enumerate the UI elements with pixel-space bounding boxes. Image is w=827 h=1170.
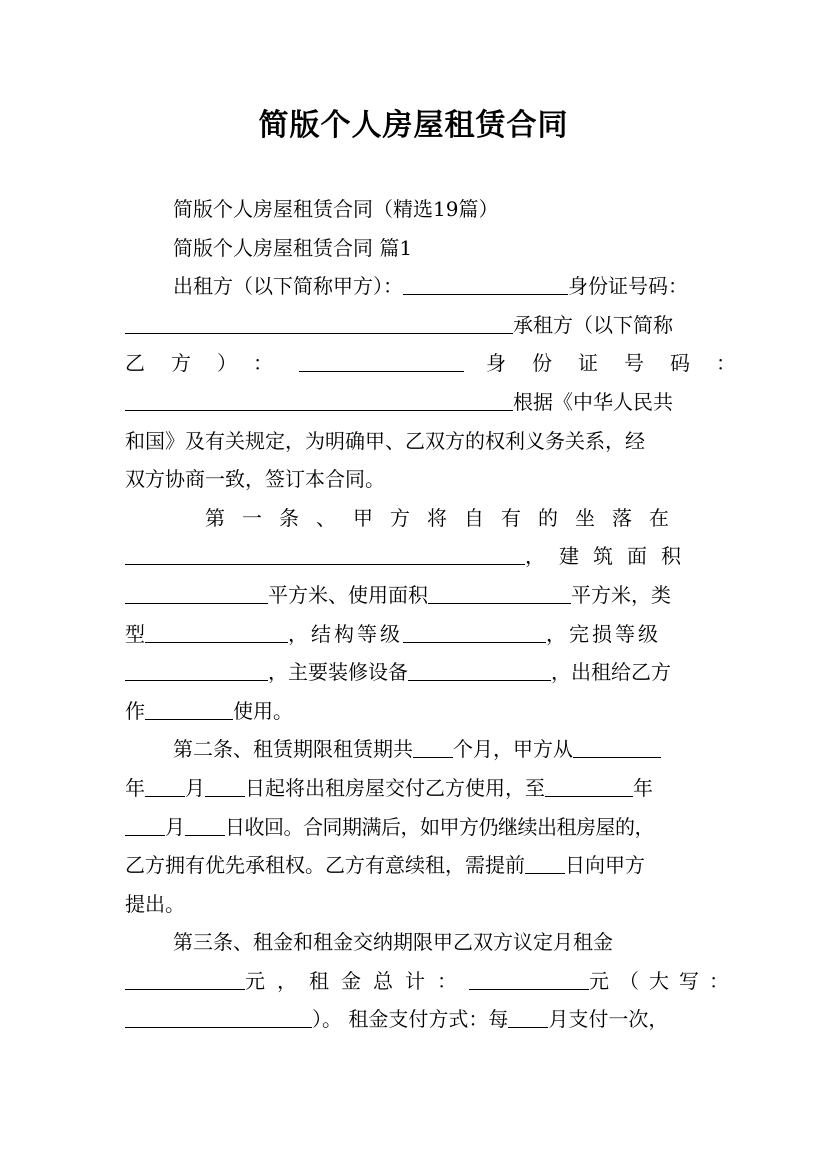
fill-blank (125, 813, 165, 836)
text-span: 身份证号码： (486, 351, 762, 376)
fill-blank (205, 774, 245, 797)
text-span: 月 (185, 775, 205, 800)
fill-blank (125, 1005, 312, 1028)
paragraph-line (125, 383, 703, 422)
fill-blank (469, 967, 589, 990)
text-span: 个月，甲方从 (453, 737, 573, 762)
paragraph-line (125, 769, 703, 808)
paragraph-line (125, 537, 703, 576)
text-span: ，主要装修设备 (268, 660, 408, 685)
text-span: 第二条、租赁期限租赁期共 (173, 737, 413, 762)
text-span: ）。 租金支付方式：每 (312, 1007, 509, 1032)
fill-blank (428, 581, 571, 604)
paragraph-line (125, 576, 703, 615)
text-span: 月支付一次， (548, 1007, 669, 1032)
text-span: 出租方（以下简称甲方）： (173, 274, 403, 299)
text-span: 简版个人房屋租赁合同（精选19篇） (173, 197, 499, 221)
fill-blank (125, 581, 268, 604)
fill-blank (408, 658, 551, 681)
text-span: 月 (165, 814, 185, 839)
paragraph-line (125, 730, 703, 769)
fill-blank (299, 349, 464, 372)
fill-blank (403, 620, 546, 643)
text-span: 平方米、使用面积 (268, 582, 428, 607)
paragraph-line (125, 808, 703, 847)
text-span: 日起将出租房屋交付乙方使用，至 (245, 775, 545, 800)
fill-blank (125, 388, 513, 411)
paragraph-line (125, 692, 703, 731)
paragraph-line (125, 962, 739, 1001)
fill-blank (185, 813, 225, 836)
fill-blank (403, 272, 568, 295)
fill-blank (508, 1005, 548, 1028)
text-span: 乙方）： (125, 351, 299, 376)
paragraph-line (125, 229, 703, 268)
text-span: 根据《中华人民共 (513, 389, 673, 414)
text-span: 型 (125, 621, 145, 646)
text-span: 提出。 (125, 891, 185, 916)
text-span: 年 (633, 775, 653, 800)
paragraph-line (125, 306, 703, 345)
fill-blank (125, 311, 513, 334)
text-span: 平方米，类 (571, 582, 671, 607)
fill-blank (125, 658, 268, 681)
text-span: 双方协商一致，签订本合同。 (125, 467, 385, 492)
fill-blank (145, 620, 288, 643)
paragraph-line (125, 267, 703, 306)
fill-blank (573, 735, 661, 758)
fill-blank (145, 774, 185, 797)
paragraph-line (125, 615, 703, 654)
paragraph-line (125, 923, 703, 962)
text-span: ，结构等级 (288, 621, 403, 646)
paragraph-line (125, 1000, 703, 1039)
text-span: 元（大写： (589, 968, 739, 993)
fill-blank (125, 967, 245, 990)
text-span: 日向甲方 (565, 853, 645, 878)
text-span: ，出租给乙方 (551, 660, 671, 685)
fill-blank (145, 697, 233, 720)
paragraph-line (125, 344, 762, 383)
document-body (125, 190, 762, 1039)
text-span: 第一条、甲方将自有的坐落在 (205, 505, 686, 530)
fill-blank (413, 735, 453, 758)
text-span: 身份证号码： (568, 274, 688, 299)
paragraph-line (125, 190, 703, 229)
document-title: 简版个人房屋租赁合同 (258, 108, 569, 143)
text-span: 元，租金总计： (245, 968, 469, 993)
fill-blank (545, 774, 633, 797)
paragraph-line (125, 460, 703, 499)
text-span: 年 (125, 775, 145, 800)
paragraph-line (125, 422, 703, 461)
paragraph-line (125, 846, 703, 885)
text-span: 承租方（以下简称 (513, 312, 673, 337)
text-span: ，建筑面积 (525, 544, 695, 569)
fill-blank (125, 542, 525, 565)
fill-blank (525, 851, 565, 874)
text-span: 使用。 (233, 698, 293, 723)
paragraph-line (125, 499, 703, 538)
text-span: 简版个人房屋租赁合同 篇1 (173, 235, 413, 260)
text-span: ，完损等级 (546, 621, 661, 646)
text-span: 第三条、租金和租金交纳期限甲乙双方议定月租金 (173, 930, 613, 955)
text-span: 乙方拥有优先承租权。乙方有意续租，需提前 (125, 853, 525, 878)
text-span: 和国》及有关规定，为明确甲、乙双方的权利义务关系，经 (125, 428, 645, 453)
text-span: 作 (125, 698, 145, 723)
paragraph-line (125, 885, 703, 924)
paragraph-line (125, 653, 703, 692)
text-span: 日收回。合同期满后，如甲方仍继续出租房屋的， (225, 814, 654, 839)
